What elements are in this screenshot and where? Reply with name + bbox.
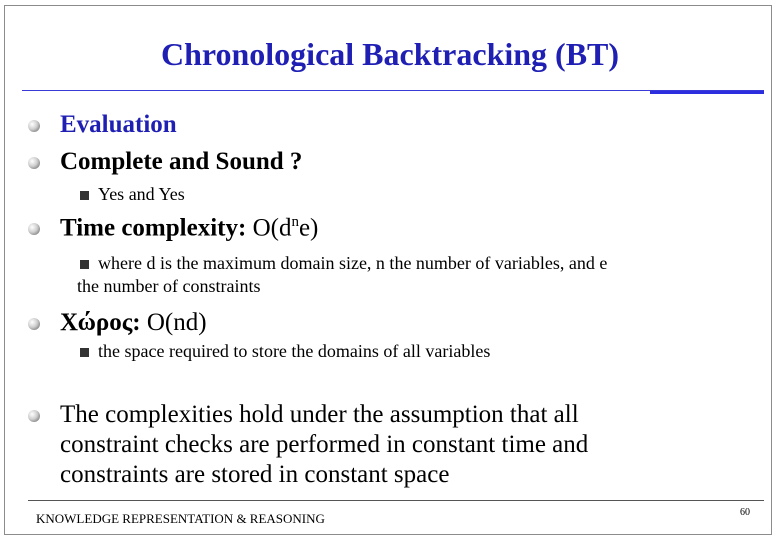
sub-bullet-yes: Yes and Yes <box>98 184 185 204</box>
space-formula: O(nd) <box>146 309 207 336</box>
assumption-line-3: constraints are stored in constant space <box>60 461 450 488</box>
time-formula-suffix: e) <box>298 214 319 242</box>
title-divider-accent <box>650 91 764 94</box>
square-bullet-icon <box>80 348 89 357</box>
space-label: Χώρος: <box>60 309 141 336</box>
footer-text: KNOWLEDGE REPRESENTATION & REASONING <box>36 511 325 526</box>
bullet-icon <box>28 120 40 132</box>
bullet-icon <box>28 157 40 169</box>
time-complexity-label: Time complexity: <box>60 214 247 242</box>
sub-bullet-time-line1: where d is the maximum domain size, n the number of variables, and e <box>98 253 608 273</box>
square-bullet-icon <box>80 260 89 269</box>
square-bullet-icon <box>80 191 89 200</box>
bullet-complete-sound: Complete and Sound ? <box>60 148 303 175</box>
bullet-icon <box>28 318 40 330</box>
page-number: 60 <box>740 507 750 518</box>
time-formula-sup: n <box>291 214 299 230</box>
assumption-line-1: The complexities hold under the assumption that all <box>60 401 579 428</box>
bullet-time-complexity <box>60 214 318 242</box>
assumption-line-2: constraint checks are performed in constant time and <box>60 431 589 458</box>
sub-bullet-space: the space required to store the domains of all variables <box>98 341 491 361</box>
bullet-space <box>60 309 207 337</box>
time-formula-prefix: O(d <box>252 214 292 242</box>
footer-divider <box>28 500 764 501</box>
slide-title: Chronological Backtracking (BT) <box>160 36 620 72</box>
bullet-icon <box>28 223 40 235</box>
bullet-icon <box>28 410 40 422</box>
bullet-evaluation: Evaluation <box>60 111 177 138</box>
sub-bullet-time-line2: the number of constraints <box>77 276 261 296</box>
